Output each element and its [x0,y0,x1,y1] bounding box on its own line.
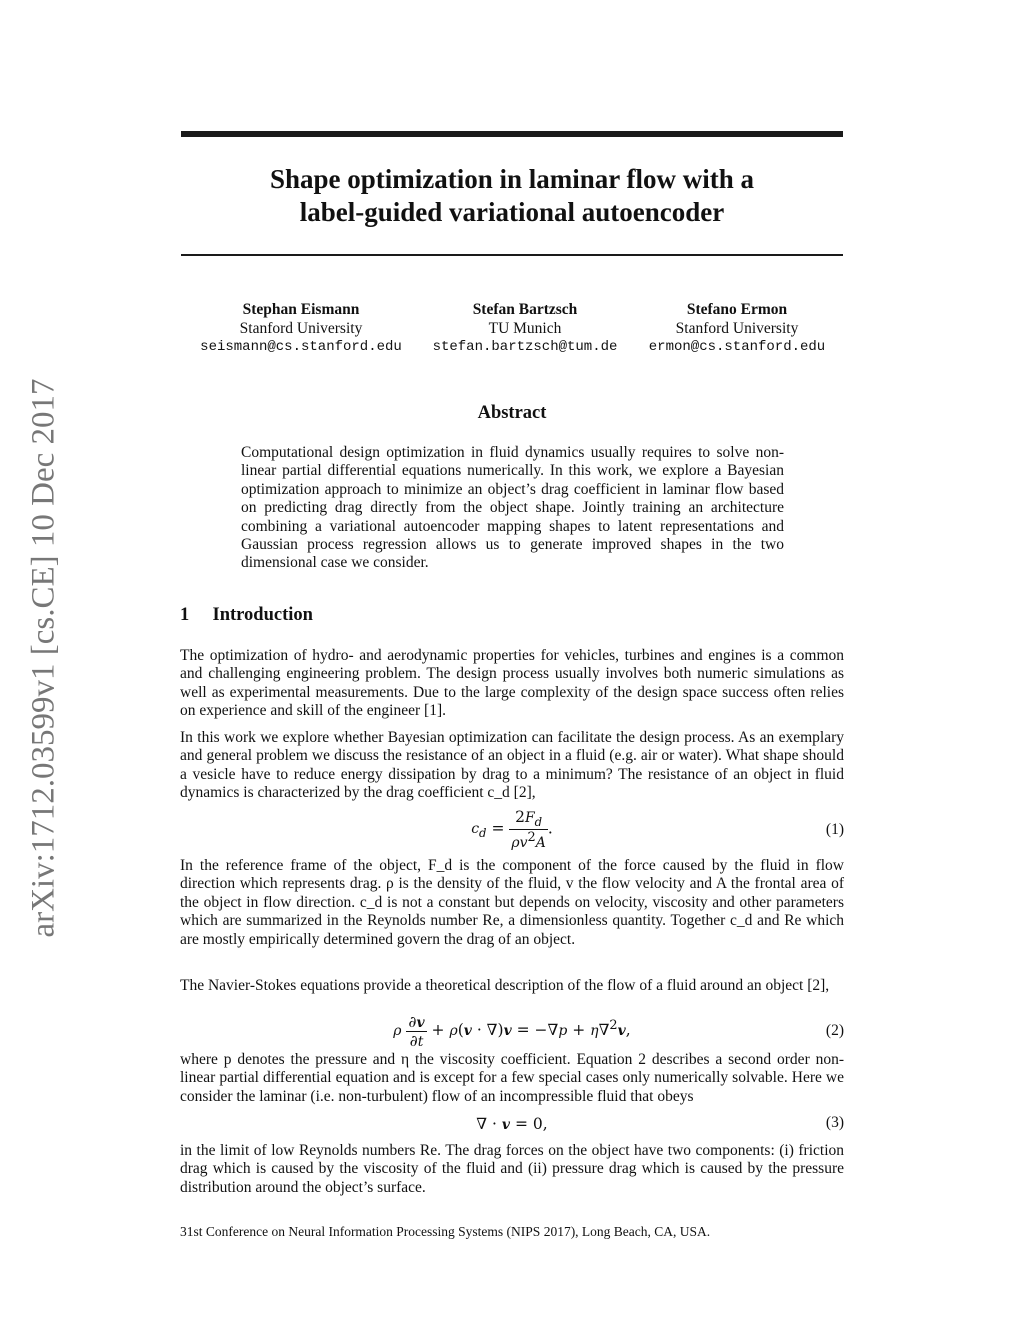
equation-1: $c_d$ = $\frac{2F_d}{\rho v^2A}$ . (1) [471,808,844,851]
paragraph-3: In the reference frame of the object, F_d is the component of the force caused by the fluid in flow direction which represents drag. ρ is the density of the fluid, v the flow velocity and A the frontal area of the object in flow direction. c_d is not a constant but depends on velocity, viscosity and other parameters which are summarized in the Reynolds number Re, a dimensionless quantity. Together c_d and Re which are mostly empirically determined govern the drag of an object. [180,857,844,948]
title-line-1: Shape optimization in laminar flow with a [269,164,755,194]
title-line-2: label-guided variational autoencoder [299,197,725,227]
title-bottom-rule [181,254,843,256]
section-title: Introduction [212,605,313,625]
author-email[interactable]: seismann@cs.stanford.edu [200,339,402,355]
paragraph-5: where p denotes the pressure and η the viscosity coefficient. Equation 2 describes a second order non-linear partial differential equation and is except for a few special cases only numerically solvable. Here we consider the laminar (i.e. non-turbulent) flow of an incompressible fluid that obeys [180,1051,844,1105]
abstract-text: Computational design optimization in fluid dynamics usually requires to solve non-linear partial differential equations numerically. In this work, we explore a Bayesian optimization approach to minimize an object’s drag coefficient in laminar flow based on predicting drag directly from the object shape. Jointly training an architecture combining a variational autoencoder mapping shapes to latent representations and Gaussian process regression allows us to generate improved shapes in the two dimensional case we consider. [241,444,784,572]
paragraph-4: The Navier-Stokes equations provide a theoretical description of the flow of a fluid around an object [2], [180,977,830,994]
author-email[interactable]: ermon@cs.stanford.edu [648,339,826,355]
author-affiliation: Stanford University [239,320,363,337]
paragraph-2: In this work we explore whether Bayesian optimization can facilitate the design process. As an exemplary and general problem we discuss the resistance of an object in a fluid (e.g. air or water). What shape should a vesicle have to reduce energy dissipation by drag to a minimum? The resistance of an object in fluid dynamics is characterized by the drag coefficient c_d [2], [180,729,844,802]
paragraph-1: The optimization of hydro- and aerodynamic properties for vehicles, turbines and engines is a common and challenging engineering problem. The design process usually involves both numeric simulations as well as experimental measurements. Due to the large complexity of the design space success often relies on experience and skill of the engineer [1]. [180,647,844,720]
author-block [638,300,836,357]
arxiv-identifier: arXiv:1712.03599v1 [cs.CE] 10 Dec 2017 [25,378,62,938]
author-affiliation: Stanford University [675,320,799,337]
author-block [190,300,412,357]
footer-note: 31st Conference on Neural Information Processing Systems (NIPS 2017), Long Beach, CA, USA. [180,1224,711,1239]
abstract-heading: Abstract [477,403,547,423]
paragraph-6: in the limit of low Reynolds numbers Re. The drag forces on the object have two components: (i) friction drag which is caused by the viscosity of the fluid and (ii) pressure drag which is caused by the pressure distribution around the object’s surface. [180,1142,844,1196]
author-affiliation: TU Munich [488,320,562,337]
author-name: Stefano Ermon [686,301,788,318]
arxiv-sidebar [14,358,74,958]
paper-title [181,163,843,229]
section-heading [180,605,313,626]
equation-number: (2) [825,1022,844,1039]
author-block [412,300,638,357]
equation-number: (1) [825,821,844,838]
author-name: Stephan Eismann [242,301,360,318]
author-email[interactable]: stefan.bartzsch@tum.de [432,339,618,355]
title-top-rule [181,131,843,137]
equation-2: ρ $\frac{\partial v}{\partial t}$ + ρ(v · ∇)v = −∇p + η∇$^2$v, (2) [393,1013,844,1050]
equation-3: ∇ · v = 0, (3) [476,1114,844,1133]
section-number: 1 [180,605,190,625]
equation-number: (3) [825,1114,844,1131]
author-name: Stefan Bartzsch [472,301,578,318]
